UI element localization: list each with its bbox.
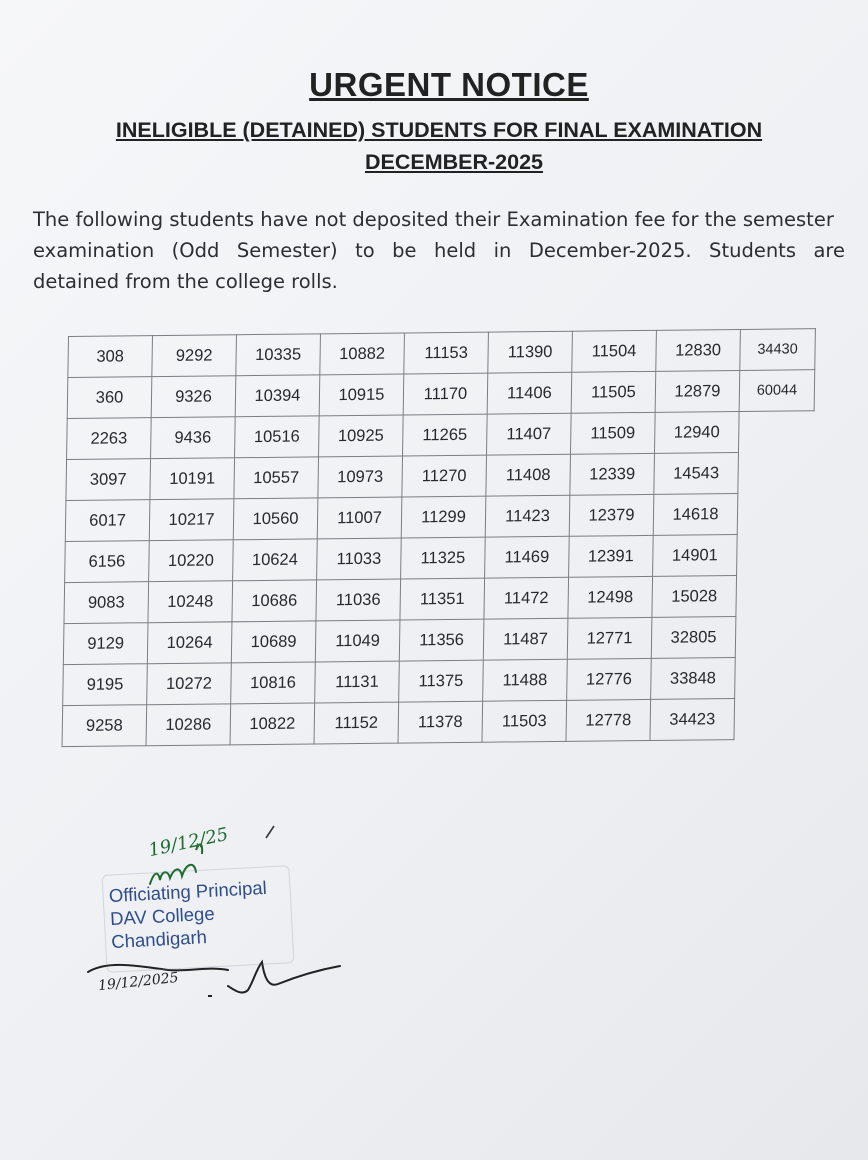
- roll-number-cell: 11325: [401, 537, 486, 579]
- roll-number-cell: 10557: [234, 457, 319, 499]
- roll-number-cell: 3097: [66, 459, 151, 501]
- roll-number-cell: 11356: [399, 619, 484, 661]
- intro-line-2: examination (Odd Semester) to be held in December-2025. Students are: [33, 239, 845, 262]
- roll-number-cell: 11375: [399, 660, 484, 702]
- roll-number-cell: [736, 575, 812, 617]
- roll-number-cell: [735, 616, 811, 658]
- roll-number-cell: 34430: [740, 329, 816, 371]
- stamp-line-3: Chandigarh: [110, 926, 208, 953]
- roll-number-cell: 11390: [488, 331, 573, 373]
- roll-number-cell: 10220: [149, 540, 234, 582]
- roll-number-cell: 11033: [317, 538, 402, 580]
- roll-number-cell: [734, 698, 810, 740]
- roll-number-cell: 308: [68, 336, 153, 378]
- roll-number-cell: 10286: [146, 704, 231, 746]
- roll-number-cell: 12339: [570, 453, 655, 495]
- roll-number-cell: 34423: [650, 699, 735, 741]
- handwritten-date-top: 19/12/25: [146, 823, 231, 862]
- roll-number-cell: 9195: [63, 664, 148, 706]
- notice-title: URGENT NOTICE: [309, 66, 589, 103]
- roll-number-cell: 11153: [404, 332, 489, 374]
- roll-number-cell: 10925: [319, 415, 404, 457]
- roll-number-cell: 10394: [235, 375, 320, 417]
- roll-number-cell: 14543: [654, 452, 739, 494]
- stamp-line-1: Officiating Principal: [108, 876, 268, 907]
- roll-number-cell: 11170: [403, 373, 488, 415]
- roll-number-cell: 12776: [567, 658, 652, 700]
- roll-number-cell: 12771: [567, 617, 652, 659]
- roll-number-table: [62, 328, 816, 747]
- roll-number-cell: 11131: [315, 661, 400, 703]
- roll-number-cell: 11007: [317, 497, 402, 539]
- roll-number-cell: 12391: [569, 535, 654, 577]
- roll-number-cell: 11406: [487, 372, 572, 414]
- roll-number-cell: 9129: [63, 623, 148, 665]
- roll-number-cell: 12498: [568, 576, 653, 618]
- roll-number-cell: 9083: [64, 582, 149, 624]
- roll-number-cell: 11378: [398, 701, 483, 743]
- roll-number-cell: 60044: [739, 370, 815, 412]
- roll-number-cell: 12940: [654, 411, 739, 453]
- roll-number-cell: 11509: [570, 412, 655, 454]
- roll-number-cell: 9258: [62, 705, 147, 747]
- handwritten-date-bottom: 19/12/2025: [97, 969, 180, 995]
- roll-number-cell: 11407: [487, 413, 572, 455]
- intro-line-1: The following students have not deposited their Examination fee for the semester: [33, 208, 834, 231]
- roll-number-cell: 10560: [233, 498, 318, 540]
- roll-number-table-wrapper: [62, 328, 830, 747]
- intro-paragraph: [33, 204, 845, 297]
- roll-number-cell: 10335: [236, 334, 321, 376]
- roll-number-cell: 12879: [655, 370, 740, 412]
- roll-number-cell: 11423: [485, 495, 570, 537]
- roll-number-cell: 11265: [403, 414, 488, 456]
- roll-number-cell: [737, 493, 813, 535]
- roll-number-cell: 14618: [653, 494, 738, 536]
- roll-number-cell: 15028: [652, 576, 737, 618]
- roll-number-cell: 10822: [230, 703, 315, 745]
- roll-number-cell: 10191: [150, 458, 235, 500]
- roll-number-cell: [737, 534, 813, 576]
- roll-number-cell: 11503: [482, 700, 567, 742]
- roll-number-cell: 11408: [486, 454, 571, 496]
- roll-number-cell: 11472: [484, 577, 569, 619]
- roll-number-cell: 11504: [572, 330, 657, 372]
- roll-number-cell: 6156: [65, 541, 150, 583]
- principal-stamp: [108, 876, 269, 953]
- roll-number-cell: 12778: [566, 699, 651, 741]
- roll-number-cell: 10217: [149, 499, 234, 541]
- roll-number-cell: 32805: [651, 617, 736, 659]
- roll-number-cell: 10689: [231, 621, 316, 663]
- roll-number-cell: 10816: [231, 662, 316, 704]
- roll-number-cell: 10272: [147, 663, 232, 705]
- roll-number-cell: 10516: [235, 416, 320, 458]
- roll-number-cell: 10686: [232, 580, 317, 622]
- roll-number-cell: 11152: [314, 702, 399, 744]
- roll-number-cell: 6017: [65, 500, 150, 542]
- roll-number-cell: 11469: [485, 536, 570, 578]
- roll-number-cell: 10882: [320, 333, 405, 375]
- roll-number-cell: 2263: [67, 418, 152, 460]
- roll-number-cell: 10915: [319, 374, 404, 416]
- roll-number-cell: 10973: [318, 456, 403, 498]
- roll-number-cell: 11351: [400, 578, 485, 620]
- roll-number-cell: 9326: [151, 376, 236, 418]
- intro-line-3: detained from the college rolls.: [33, 270, 338, 293]
- roll-number-cell: 11036: [316, 579, 401, 621]
- roll-number-cell: [738, 411, 814, 453]
- roll-number-cell: 10248: [148, 581, 233, 623]
- roll-number-cell: 11049: [315, 620, 400, 662]
- roll-number-cell: 9292: [152, 335, 237, 377]
- notice-period: DECEMBER-2025: [364, 150, 544, 174]
- roll-number-cell: [738, 452, 814, 494]
- roll-number-cell: [735, 657, 811, 699]
- roll-number-cell: 14901: [653, 535, 738, 577]
- table-row: [62, 698, 810, 747]
- roll-number-cell: 11270: [402, 455, 487, 497]
- roll-number-cell: 12379: [569, 494, 654, 536]
- roll-number-cell: 360: [67, 377, 152, 419]
- roll-number-cell: 11299: [401, 496, 486, 538]
- roll-number-cell: 10264: [147, 622, 232, 664]
- roll-number-cell: 11505: [571, 371, 656, 413]
- roll-number-cell: 33848: [651, 658, 736, 700]
- roll-number-cell: 9436: [151, 417, 236, 459]
- stamp-line-2: DAV College: [109, 902, 216, 930]
- roll-number-cell: 11487: [483, 618, 568, 660]
- roll-number-cell: 12830: [656, 329, 741, 371]
- notice-subtitle: INELIGIBLE (DETAINED) STUDENTS FOR FINAL EXAMINATION: [115, 118, 763, 142]
- roll-number-cell: 10624: [233, 539, 318, 581]
- roll-number-cell: 11488: [483, 659, 568, 701]
